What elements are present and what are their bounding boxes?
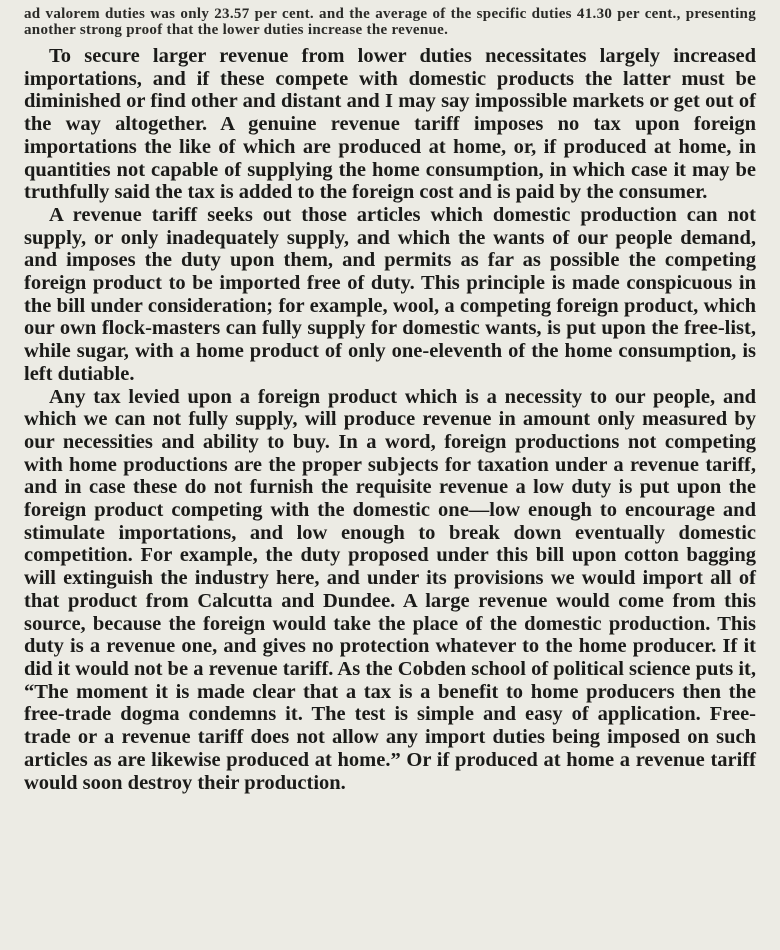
paragraph-revenue-tariff-articles: A revenue tariff seeks out those articles which domestic production can not supply, or only inadequately supply, and which the wants of our people demand, and imposes the duty upon them, and permits as far as possible the competing foreign product to be imported free of duty. This principle is made conspicuous in the bill under consideration; for example, wool, a competing foreign product, which our own flock-masters can fully supply for domestic wants, is put upon the free-list, while sugar, with a home product of only one-eleventh of the home consumption, is left dutiable. [24, 203, 756, 385]
paragraph-revenue-importations: To secure larger revenue from lower duties necessitates largely increased importations, and if these compete with domestic products the latter must be diminished or find other and distant and I may say impossible markets or get out of the way altogether. A genuine revenue tariff imposes no tax upon foreign importations the like of which are produced at home, or, if produced at home, in quantities not capable of supplying the home consumption, in which case it may be truthfully said the tax is added to the foreign cost and is paid by the consumer. [24, 45, 756, 204]
lead-paragraph: ad valorem duties was only 23.57 per cent. and the average of the specific duties 41.30 per cent., presenting another strong proof that the lower duties increase the revenue. [24, 6, 756, 38]
paragraph-tax-on-necessities: Any tax levied upon a foreign product which is a necessity to our people, and which we can not fully supply, will produce revenue in amount only measured by our necessities and ability to buy. In a word, foreign productions not competing with home productions are the proper subjects for taxation under a revenue tariff, and in case these do not furnish the requisite revenue a low duty is put upon the foreign product competing with the domestic one—low enough to encourage and stimulate importations, and low enough to break down eventually domestic competition. For example, the duty proposed under this bill upon cotton bagging will extinguish the industry here, and under its provisions we would import all of that product from Calcutta and Dundee. A large revenue would come from this source, because the foreign would take the place of the domestic production. This duty is a revenue one, and gives no protection whatever to the home producer. If it did it would not be a revenue tariff. As the Cobden school of political science puts it, “The moment it is made clear that a tax is a benefit to home producers then the free-trade dogma condemns it. The test is simple and easy of application. Free-trade or a revenue tariff does not allow any import duties being imposed on such articles as are likewise produced at home.” Or if produced at home a revenue tariff would soon destroy their production. [24, 385, 756, 794]
